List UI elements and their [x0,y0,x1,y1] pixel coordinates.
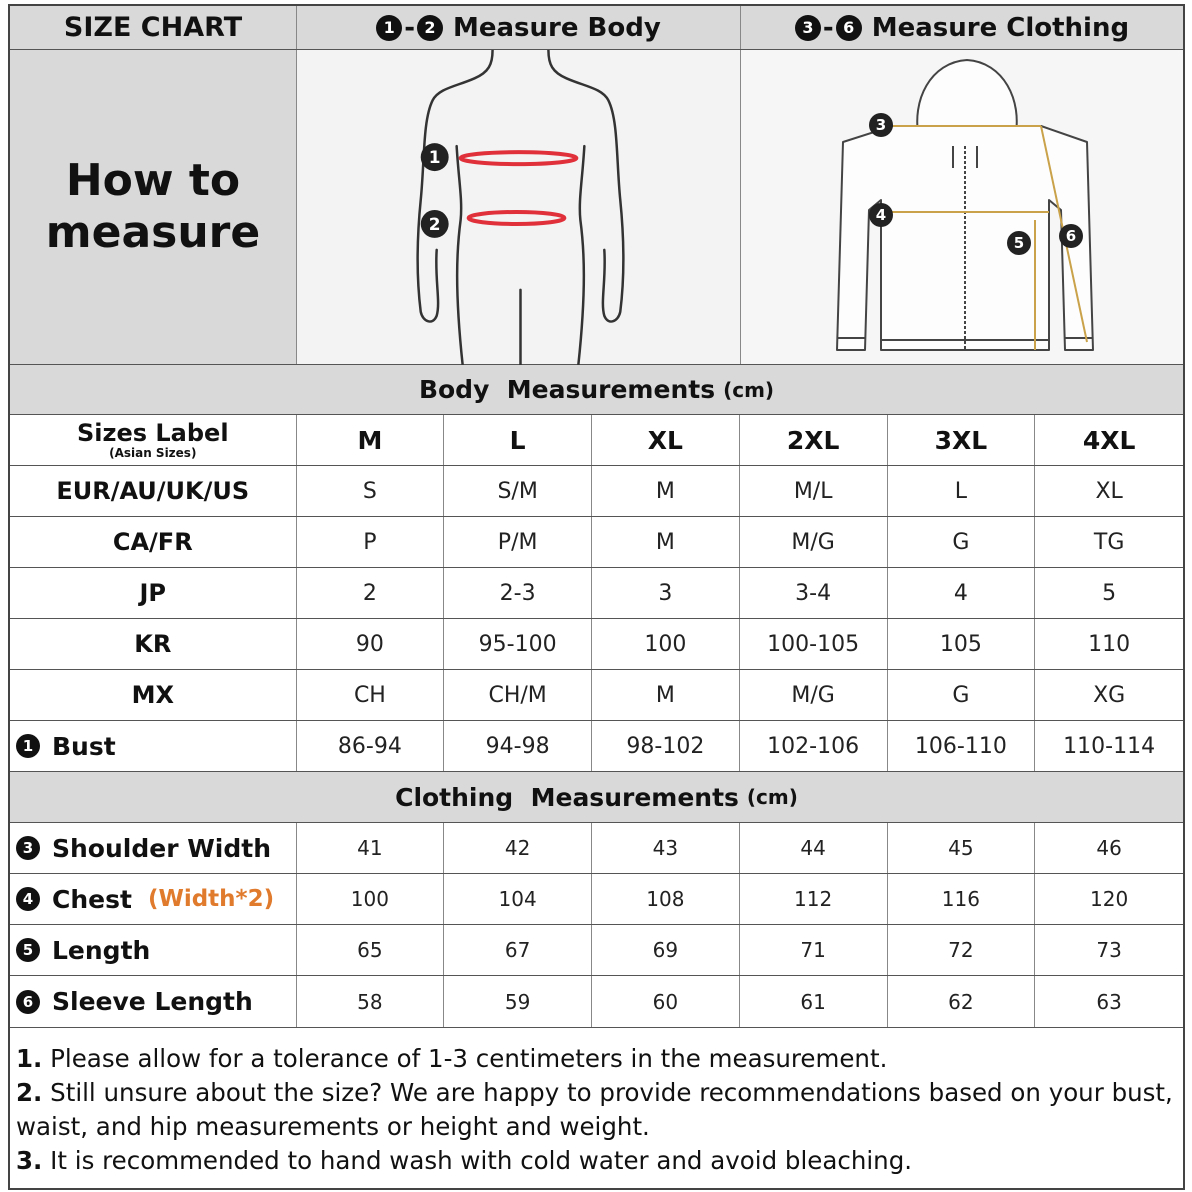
body-section-label: Body Measurements [418,375,716,404]
table-row [10,670,1183,721]
row-label: MX [10,670,297,720]
title-dash: - [404,12,415,43]
table-cell: M [592,466,740,516]
row-label: CA/FR [10,517,297,567]
bust-row [10,721,1183,772]
table-cell: CH [297,670,445,720]
table-cell: XL [1095,478,1123,504]
table-cell: 44 [740,823,888,873]
row-label [10,925,297,975]
table-cell: 98-102 [592,721,740,771]
marker-3-icon: 3 [16,836,40,860]
measure-body-label: Measure Body [453,12,661,43]
table-cell: 86-94 [297,721,445,771]
table-cell: G [888,517,1036,567]
table-cell: 3 [592,568,740,618]
note-text: Please allow for a tolerance of 1-3 centimeters in the measurement. [50,1044,888,1073]
table-row [10,823,1183,874]
measure-clothing-title [741,6,1183,49]
table-cell: 104 [444,874,592,924]
diagram-row [10,50,1183,365]
body-section-unit: (cm) [723,377,775,402]
table-cell: M/G [740,517,888,567]
table-cell: 72 [888,925,1036,975]
table-cell: 43 [592,823,740,873]
body-figure-icon [297,50,740,365]
bust-label [10,721,297,771]
table-row [10,568,1183,619]
table-cell: 100 [592,619,740,669]
table-cell: 95-100 [444,619,592,669]
table-cell: 41 [297,823,445,873]
table-cell: 62 [888,976,1036,1027]
table-cell: 67 [444,925,592,975]
sizes-label-title: Sizes Label [76,419,229,447]
marker-1-icon: 1 [16,734,40,758]
row-label-text: Shoulder Width [52,833,272,863]
sizes-label [10,415,297,465]
marker-4-icon: 4 [16,887,40,911]
note-3 [16,1144,1177,1178]
table-cell: 116 [888,874,1036,924]
clothing-section-unit: (cm) [746,785,798,809]
table-cell: P [297,517,445,567]
how-to-measure [10,50,297,364]
size-header: XL [592,415,740,465]
table-cell: 73 [1096,938,1122,962]
row-label [10,823,297,873]
how-to-line1: How to [65,155,241,206]
measure-body-title [297,6,741,49]
table-row [10,619,1183,670]
clothing-marker-5: 5 [1013,233,1025,252]
row-label: EUR/AU/UK/US [10,466,297,516]
clothing-marker-3: 3 [875,115,887,134]
table-row [10,517,1183,568]
clothing-diagram [741,50,1183,364]
body-marker-1: 1 [428,146,441,167]
table-cell: 59 [444,976,592,1027]
table-row [10,976,1183,1028]
table-cell: 65 [297,925,445,975]
table-cell: 61 [740,976,888,1027]
table-cell: 69 [592,925,740,975]
size-header: 4XL [1082,425,1136,455]
table-cell: 2-3 [444,568,592,618]
body-diagram [297,50,741,364]
table-cell: 2 [297,568,445,618]
table-cell: TG [1093,529,1125,555]
table-cell: 108 [592,874,740,924]
row-label [10,976,297,1027]
table-cell: G [888,670,1036,720]
table-cell: 106-110 [888,721,1036,771]
clothing-marker-6: 6 [1065,226,1077,245]
size-chart-title: SIZE CHART [10,6,297,49]
table-cell: 100 [297,874,445,924]
table-cell: 120 [1090,887,1129,911]
body-section-header [10,365,1183,415]
row-label: KR [10,619,297,669]
row-label-text: Sleeve Length [52,987,253,1016]
table-cell: 46 [1096,836,1122,860]
table-row [10,925,1183,976]
table-cell: 105 [888,619,1036,669]
table-cell: M/G [740,670,888,720]
bust-label-text: Bust [52,731,116,761]
title-dash: - [822,12,834,43]
table-cell: 110 [1088,631,1131,657]
table-cell: M [592,517,740,567]
marker-6-icon: 6 [16,990,40,1014]
table-cell: 58 [297,976,445,1027]
table-cell: M/L [740,466,888,516]
marker-3-icon: 3 [795,15,821,41]
clothing-section-label: Clothing Measurements [395,782,739,812]
table-cell: S/M [444,466,592,516]
table-cell: P/M [444,517,592,567]
row-label [10,874,297,924]
table-cell: 110-114 [1063,733,1156,759]
chest-note: (Width*2) [147,886,275,912]
sizes-label-subtitle: (Asian Sizes) [109,446,197,460]
row-label-text: Length [52,935,151,965]
note-text: It is recommended to hand wash with cold water and avoid bleaching. [50,1146,913,1175]
size-header: L [444,415,592,465]
table-cell: 45 [888,823,1036,873]
note-number: 3. [16,1146,43,1175]
table-cell: 5 [1102,580,1117,606]
table-cell: S [297,466,445,516]
body-marker-2: 2 [428,213,441,234]
size-header: 3XL [888,415,1036,465]
table-cell: 102-106 [740,721,888,771]
note-number: 2. [16,1078,43,1107]
hoodie-figure-icon [741,50,1183,365]
table-cell: L [888,466,1036,516]
marker-2-icon: 2 [417,15,443,41]
size-header: M [297,415,445,465]
note-1 [16,1042,1177,1076]
table-cell: 60 [592,976,740,1027]
marker-1-icon: 1 [376,15,402,41]
table-cell: 3-4 [740,568,888,618]
notes [10,1030,1183,1178]
table-cell: 100-105 [740,619,888,669]
table-row [10,874,1183,925]
size-header: 2XL [740,415,888,465]
marker-6-icon: 6 [836,15,862,41]
clothing-marker-4: 4 [875,205,887,224]
body-section-title [10,365,1183,414]
table-cell: CH/M [444,670,592,720]
measure-clothing-label: Measure Clothing [871,12,1130,43]
header-row [10,6,1183,50]
clothing-section-header [10,772,1183,823]
table-cell: 94-98 [444,721,592,771]
size-chart [8,4,1185,1190]
sizes-row [10,415,1183,466]
row-label-text: Chest [52,884,132,914]
note-2 [16,1076,1177,1144]
table-cell: M [592,670,740,720]
table-cell: 71 [740,925,888,975]
table-cell: XG [1093,682,1126,708]
note-number: 1. [16,1044,43,1073]
table-row [10,466,1183,517]
table-cell: 63 [1096,989,1122,1014]
how-to-line2: measure [45,207,261,258]
table-cell: 4 [888,568,1036,618]
table-cell: 90 [297,619,445,669]
row-label: JP [10,568,297,618]
table-cell: 42 [444,823,592,873]
table-cell: 112 [740,874,888,924]
note-text: Still unsure about the size? We are happy to provide recommendations based on your bust, waist, and hip measurements or height and weight. [16,1078,1173,1141]
marker-5-icon: 5 [16,938,40,962]
body-markers [421,143,449,238]
clothing-section-title [10,772,1183,822]
